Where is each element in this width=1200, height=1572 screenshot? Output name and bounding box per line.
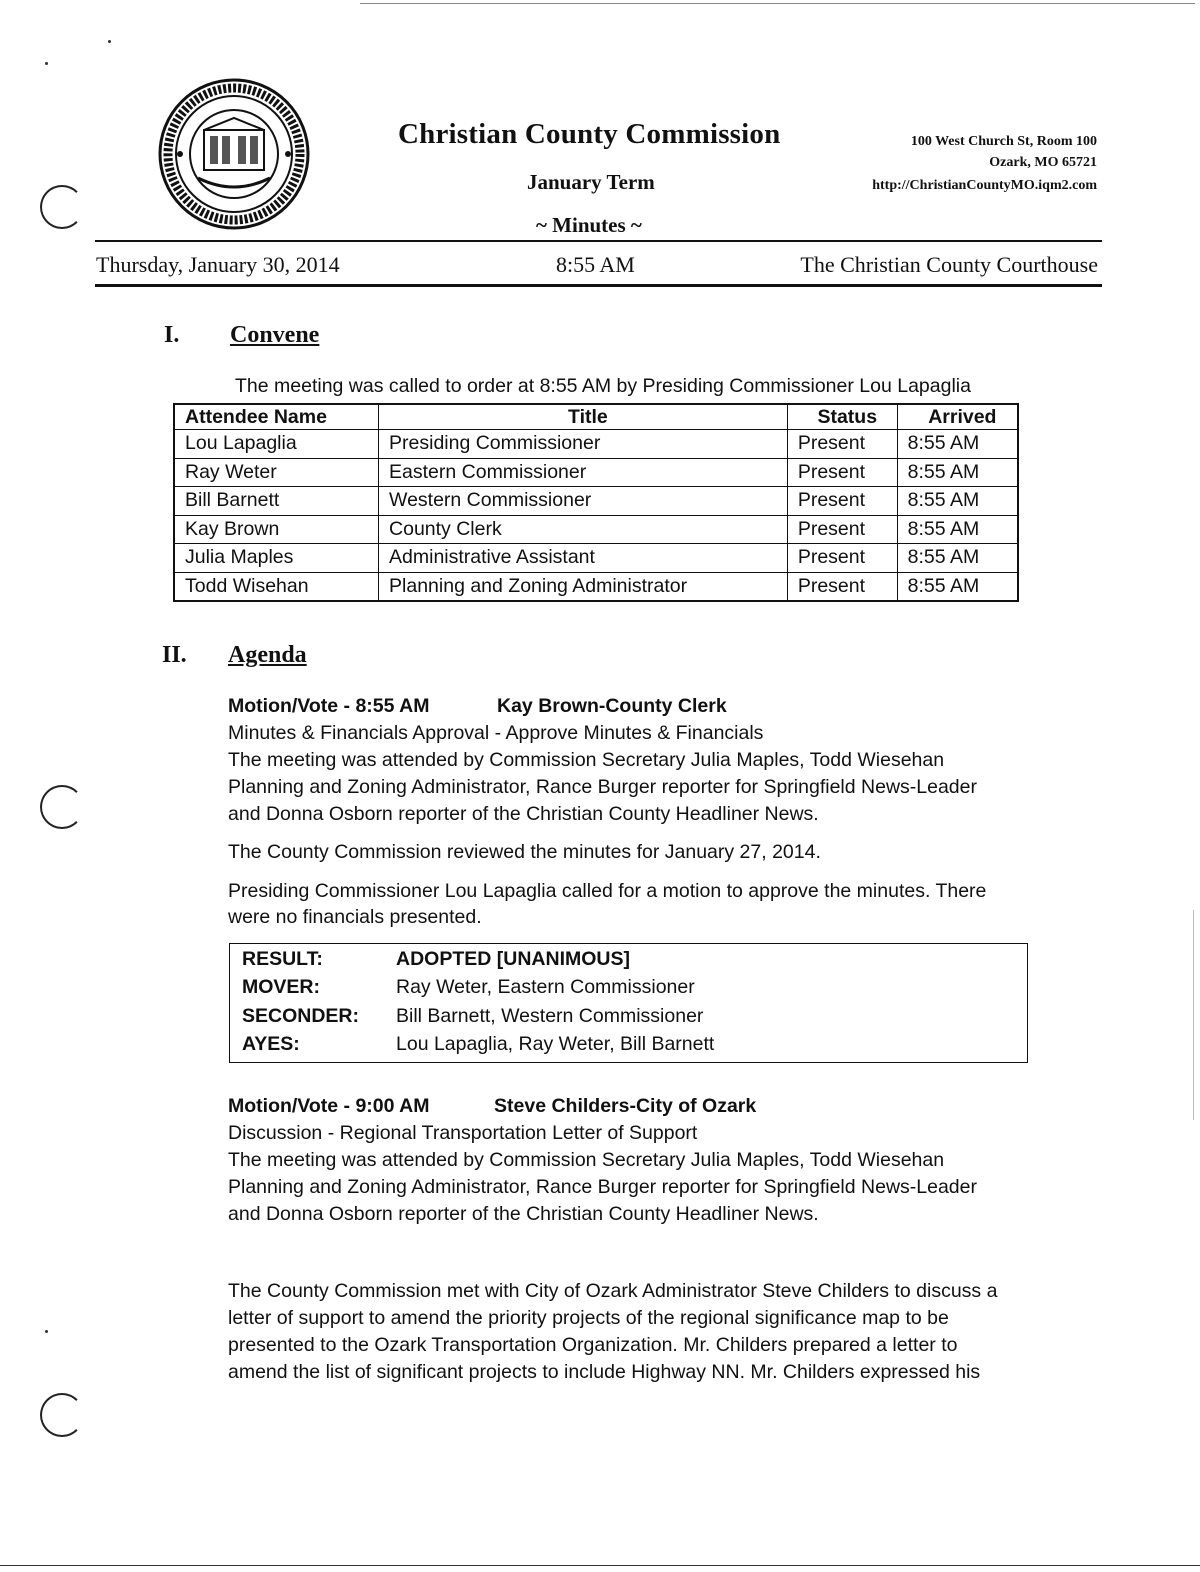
table-row (174, 572, 1018, 601)
attendee-title: Planning and Zoning Administrator (379, 572, 788, 601)
ayes-label: AYES: (242, 1033, 300, 1055)
table-row (174, 458, 1018, 487)
attendee-arrived: 8:55 AM (897, 487, 1018, 516)
attendee-status: Present (787, 515, 897, 544)
column-header-status: Status (787, 404, 897, 430)
item1-motion-time: Motion/Vote - 8:55 AM (228, 695, 430, 717)
section-number-convene: I. (164, 322, 180, 348)
header-rule-top (95, 240, 1102, 242)
section-title-agenda: Agenda (228, 642, 307, 668)
table-row (174, 544, 1018, 573)
item1-subject: Minutes & Financials Approval - Approve Minutes & Financials (228, 722, 764, 744)
attendee-status: Present (787, 458, 897, 487)
result-value: ADOPTED [UNANIMOUS] (396, 948, 630, 970)
result-label: RESULT: (242, 948, 323, 970)
item2-body-line: presented to the Ozark Transportation Organization. Mr. Childers prepared a letter to (228, 1334, 958, 1356)
organization-title: Christian County Commission (398, 118, 781, 150)
item2-attended-line: and Donna Osborn reporter of the Christian County Headliner News. (228, 1203, 819, 1225)
attendee-name: Bill Barnett (174, 487, 379, 516)
attendee-status: Present (787, 430, 897, 459)
meeting-date: Thursday, January 30, 2014 (96, 252, 340, 277)
item1-reviewed-text: The County Commission reviewed the minutes for January 27, 2014. (228, 841, 821, 863)
website-link[interactable]: http://ChristianCountyMO.iqm2.com (872, 178, 1097, 193)
attendee-arrived: 8:55 AM (897, 430, 1018, 459)
attendee-arrived: 8:55 AM (897, 515, 1018, 544)
attendee-name: Kay Brown (174, 515, 379, 544)
meeting-time: 8:55 AM (556, 252, 635, 277)
scan-speck (45, 1330, 48, 1333)
minutes-label: ~ Minutes ~ (536, 213, 642, 237)
punch-hole-middle (40, 785, 84, 829)
attendee-status: Present (787, 544, 897, 573)
result-row (242, 948, 630, 971)
meeting-location: The Christian County Courthouse (800, 252, 1098, 277)
address-line-1: 100 West Church St, Room 100 (910, 134, 1097, 149)
attendee-title: Eastern Commissioner (379, 458, 788, 487)
item2-body-line: The County Commission met with City of Ozark Administrator Steve Childers to discuss a (228, 1280, 998, 1302)
attendee-title: Presiding Commissioner (379, 430, 788, 459)
item1-attended-line: Planning and Zoning Administrator, Rance Burger reporter for Springfield News-Leader (228, 776, 977, 798)
scan-edge-right (1193, 910, 1194, 1120)
scan-speck (108, 40, 111, 43)
called-to-order-text: The meeting was called to order at 8:55 AM by Presiding Commissioner Lou Lapaglia (235, 375, 971, 397)
mover-row (242, 976, 695, 999)
item2-subject: Discussion - Regional Transportation Letter of Support (228, 1122, 698, 1144)
attendee-title: County Clerk (379, 515, 788, 544)
address-line-2: Ozark, MO 65721 (989, 155, 1097, 170)
seconder-label: SECONDER: (242, 1005, 360, 1027)
attendee-title: Administrative Assistant (379, 544, 788, 573)
attendee-name: Lou Lapaglia (174, 430, 379, 459)
attendee-title: Western Commissioner (379, 487, 788, 516)
attendee-status: Present (787, 487, 897, 516)
attendee-arrived: 8:55 AM (897, 544, 1018, 573)
table-row (174, 487, 1018, 516)
seconder-row (242, 1005, 703, 1028)
item2-body-line: letter of support to amend the priority projects of the regional significance map to be (228, 1307, 949, 1329)
section-number-agenda: II. (162, 642, 187, 668)
term-label: January Term (527, 170, 655, 194)
scan-speck (45, 62, 48, 65)
punch-hole-top (40, 185, 84, 229)
item2-body-line: amend the list of significant projects to include Highway NN. Mr. Childers expressed his (228, 1361, 981, 1383)
vote-result-box (229, 943, 1028, 1063)
mover-value: Ray Weter, Eastern Commissioner (396, 976, 695, 998)
attendee-arrived: 8:55 AM (897, 458, 1018, 487)
item1-called-line: were no financials presented. (228, 906, 482, 928)
scan-edge-bottom (0, 1565, 1200, 1566)
attendee-table-header (174, 404, 1018, 430)
attendee-name: Julia Maples (174, 544, 379, 573)
scan-edge-top (360, 3, 1195, 4)
item2-presenter: Steve Childers-City of Ozark (494, 1095, 757, 1117)
table-row (174, 515, 1018, 544)
punch-hole-bottom (40, 1393, 84, 1437)
item1-attended-line: and Donna Osborn reporter of the Christian County Headliner News. (228, 803, 819, 825)
seconder-value: Bill Barnett, Western Commissioner (396, 1005, 704, 1027)
county-seal-icon (158, 78, 310, 230)
item1-attended-line: The meeting was attended by Commission Secretary Julia Maples, Todd Wiesehan (228, 749, 945, 771)
table-row (174, 430, 1018, 459)
column-header-arrived: Arrived (897, 404, 1018, 430)
ayes-value: Lou Lapaglia, Ray Weter, Bill Barnett (396, 1033, 715, 1055)
item1-presenter: Kay Brown-County Clerk (497, 695, 727, 717)
column-header-title: Title (379, 404, 788, 430)
mover-label: MOVER: (242, 976, 320, 998)
header-rule-bottom (95, 284, 1102, 287)
item2-attended-line: The meeting was attended by Commission Secretary Julia Maples, Todd Wiesehan (228, 1149, 945, 1171)
item1-called-line: Presiding Commissioner Lou Lapaglia called for a motion to approve the minutes. There (228, 880, 987, 902)
column-header-name: Attendee Name (174, 404, 379, 430)
attendee-status: Present (787, 572, 897, 601)
ayes-row (242, 1033, 714, 1056)
attendee-name: Ray Weter (174, 458, 379, 487)
attendee-table (173, 403, 1019, 602)
attendee-arrived: 8:55 AM (897, 572, 1018, 601)
attendee-name: Todd Wisehan (174, 572, 379, 601)
section-title-convene: Convene (230, 322, 320, 348)
item2-motion-time: Motion/Vote - 9:00 AM (228, 1095, 430, 1117)
item2-attended-line: Planning and Zoning Administrator, Rance Burger reporter for Springfield News-Leader (228, 1176, 977, 1198)
